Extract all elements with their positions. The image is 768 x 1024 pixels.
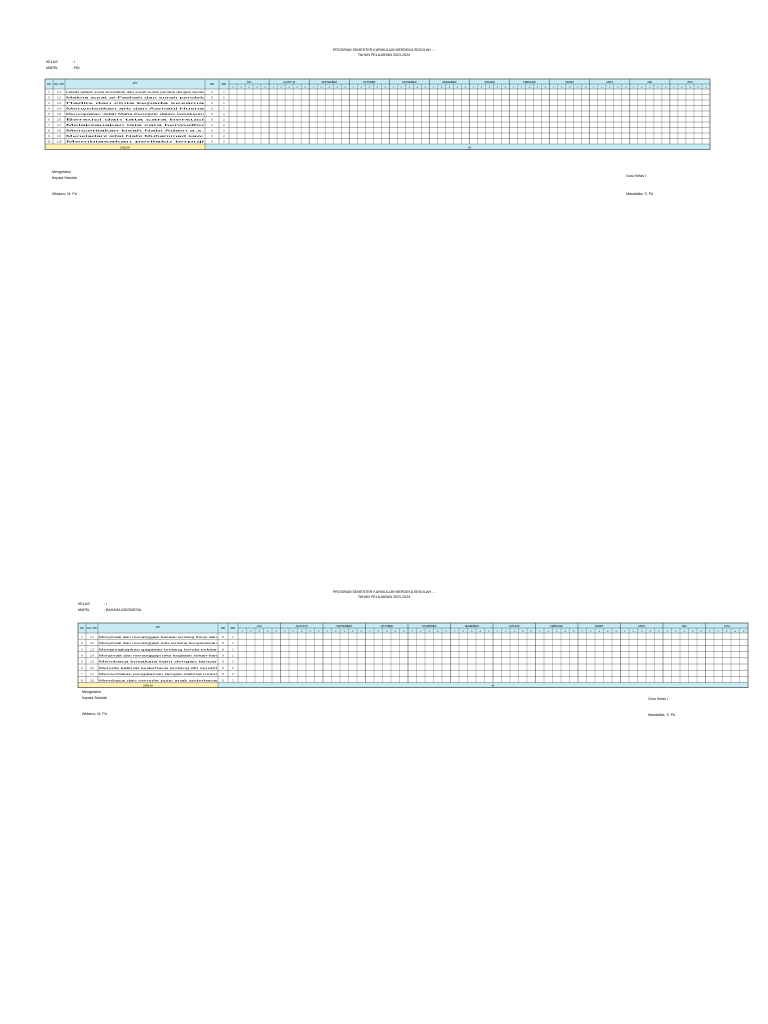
week-number: 2 [632,631,634,633]
week-number: 5 [488,631,490,633]
week-number: 1 [593,87,595,89]
week-number: 1 [581,631,583,633]
week-number: 5 [275,631,277,633]
week-number: 5 [318,631,320,633]
week-number: 5 [424,87,427,89]
mengetahui-label: Mengetahui [82,690,101,694]
week-number: 1 [539,631,541,633]
row-smt: 1 [223,96,225,100]
week-number: 1 [454,631,456,633]
week-number: 1 [633,87,635,89]
week-number: 3 [343,631,345,633]
row-atp-number: 1.3 [90,648,94,652]
week-number: 4 [607,631,609,633]
kelas-value: : I [72,60,75,64]
week-number: 3 [598,631,600,633]
row-jml: 6 [211,140,213,144]
row-atp-number: 1.5 [90,660,94,664]
week-number: 2 [520,87,523,89]
week-number: 3 [689,87,691,89]
kelas-value: : I [104,602,107,606]
week-number: 3 [641,631,643,633]
teacher-title: Guru Kelas I [626,174,646,178]
row-smt: 2 [232,666,234,670]
program-semester-sheet-pai [0,0,768,240]
mapel-label: MAPEL [46,66,59,70]
kelas-label: KELAS [78,602,90,606]
row-number: 6 [48,118,50,122]
week-number: 4 [309,631,311,633]
row-jml: 8 [222,666,224,670]
row-jml: 6 [211,129,213,133]
row-smt: 2 [223,124,225,128]
week-number: 1 [392,87,394,89]
row-atp-text: Hadits dan cinta kepada sesama [66,103,100,106]
row-smt: 2 [223,118,225,122]
week-number: 3 [258,631,260,633]
row-number: 2 [81,642,83,646]
week-number: 4 [522,631,524,633]
row-smt: 1 [232,642,234,646]
jumlah-label: JUMLAH [142,684,154,688]
month-header: JANUARI [508,624,520,628]
month-header: APRIL [638,624,646,628]
row-smt: 1 [223,102,225,106]
row-number: 4 [48,107,50,111]
principal-name: Widarno, M. Pd [52,192,77,196]
row-jml: 8 [222,660,224,664]
week-number: 5 [504,87,507,89]
month-header: DESEMBER [442,80,457,84]
row-atp-text: Menyebutkan arti dan Asmaul Husna [66,108,104,111]
week-number: 3 [569,87,571,89]
sheet-subtitle: TAHUN PELAJARAN 2023-2024 [357,53,411,57]
week-number: 3 [556,631,558,633]
month-header: DESEMBER [464,624,479,628]
week-number: 1 [673,87,675,89]
week-number: 4 [649,631,651,633]
row-jml: 8 [222,648,224,652]
week-number: 5 [464,87,467,89]
row-number: 3 [48,102,50,106]
row-atp-text: Menyimak dan menanggapi teks kegiatan sehari-hari [99,655,153,658]
month-header: APRIL [606,80,614,84]
week-number: 3 [248,87,250,89]
row-atp-number: 1.7 [90,673,94,677]
principal-name: Widarno, M. Pd [82,712,107,716]
week-number: 4 [376,87,378,89]
row-atp-text: Melaksanakan tata cara berwudhu [66,125,102,128]
row-atp-number: 1.2 [57,96,61,100]
row-number: 7 [48,124,50,128]
week-number: 1 [666,631,668,633]
row-atp-text: Membaca kosakata baru dengan lancar [99,661,140,664]
row-atp-text: Menunjukkan 'Allah Maha Pencipta' dalam kehidupan [66,114,121,117]
principal-title: Kepala Sekolah [82,696,108,700]
week-number: 1 [312,87,314,89]
row-atp-text: Menceritakan pengalaman dengan kalimat runtut [99,674,149,677]
month-header: AGUSTUS [283,80,296,84]
week-number: 1 [272,87,274,89]
row-atp-number: 1.5 [57,113,61,117]
month-header: MARET [565,80,575,84]
week-number: 4 [267,631,269,633]
week-number: 4 [564,631,566,633]
row-number: 5 [48,113,50,117]
week-number: 2 [641,87,643,89]
week-number: 2 [601,87,603,89]
month-header: JUNI [723,624,730,628]
week-number: 4 [496,87,499,89]
week-number: 3 [448,87,451,89]
week-number: 2 [480,87,483,89]
row-atp-text: Menyimak dan menanggapi teks tentang kenyamanan [99,643,155,646]
header-no-atp: NO. ATP [53,83,65,86]
sheet-title: PROGRAM SEMESTER KURIKULUM MERDEKA SEKOLAH ... [332,590,436,594]
row-smt: 2 [223,135,225,139]
week-number: 4 [336,87,338,89]
week-number: 5 [304,87,306,89]
week-number: 4 [416,87,419,89]
week-number: 2 [292,631,294,633]
week-number: 3 [649,87,651,89]
row-jml: 8 [222,654,224,658]
signature-block-principal [82,688,107,718]
week-number: 5 [530,631,532,633]
week-number: 1 [352,87,354,89]
jumlah-total: 54 [468,146,471,150]
week-number: 5 [585,87,587,89]
week-number: 2 [675,631,677,633]
week-number: 5 [384,87,386,89]
teacher-name: Mandalika, S. Pd [648,713,676,717]
row-smt: 2 [232,679,234,683]
week-number: 4 [296,87,298,89]
month-header: MARET [594,624,604,628]
month-header: FEBRUARI [523,80,536,84]
row-number: 7 [81,673,83,677]
week-number: 4 [692,631,694,633]
week-number: 4 [734,631,736,633]
week-number: 5 [545,87,547,89]
header-no: NO [47,83,51,86]
week-number: 3 [368,87,370,89]
week-number: 5 [445,631,447,633]
row-atp-number: 1.7 [57,124,61,128]
program-semester-sheet-bahasa-indonesia [0,585,768,735]
week-number: 1 [553,87,555,89]
row-atp-text: Membaca dan menulis puisi anak sederhana [99,680,145,683]
row-smt: 1 [223,91,225,95]
total-background [218,683,748,688]
week-number: 1 [709,631,711,633]
row-number: 6 [81,666,83,670]
week-number: 2 [505,631,507,633]
signature-block-principal [52,168,77,198]
week-number: 1 [411,631,413,633]
week-number: 3 [301,631,303,633]
week-number: 1 [326,631,328,633]
week-number: 2 [420,631,422,633]
row-jml: 8 [222,642,224,646]
jumlah-label: JUMLAH [119,146,131,150]
week-number: 4 [456,87,459,89]
week-number: 4 [537,87,539,89]
week-number: 3 [488,87,491,89]
header-jml: JML [220,627,226,630]
row-atp-number: 1.8 [90,679,94,683]
mapel-label: MAPEL [78,608,91,612]
week-number: 5 [665,87,667,89]
month-header: OKTOBER [363,80,376,84]
week-number: 2 [561,87,563,89]
week-number: 3 [609,87,611,89]
row-number: 3 [81,648,83,652]
mapel-value: : BAHASA INDONESIA [104,608,142,612]
row-jml: 8 [222,635,224,639]
row-smt: 1 [232,648,234,652]
row-jml: 6 [211,107,213,111]
week-number: 2 [250,631,252,633]
signature-block-teacher [626,172,653,198]
week-number: 2 [320,87,322,89]
row-smt: 1 [223,107,225,111]
month-header: MEI [647,80,653,84]
week-number: 1 [472,87,475,89]
header-jml: JML [209,83,215,86]
week-number: 3 [408,87,410,89]
month-header: SEPTEMBER [336,624,352,628]
month-header: NOVEMBER [422,624,437,628]
week-number: 3 [471,631,473,633]
month-header: MEI [682,624,687,628]
week-number: 4 [479,631,481,633]
sheet-title: PROGRAM SEMESTER KURIKULUM MERDEKA SEKOLAH ... [332,48,436,52]
week-number: 1 [432,87,435,89]
week-number: 1 [284,631,286,633]
row-atp-number: 1.4 [57,107,61,111]
week-number: 5 [573,631,575,633]
row-number: 2 [48,96,50,100]
week-number: 1 [241,631,243,633]
month-header: NOVEMBER [402,80,417,84]
header-no-atp: NO. ATP [86,627,98,630]
mengetahui-label: Mengetahui [52,170,71,174]
header-atp: ATP [155,626,161,629]
week-number: 4 [697,87,699,89]
week-number: 4 [617,87,619,89]
week-number: 1 [369,631,371,633]
row-atp-text: Bersuci dan tata cara bersuci [66,119,96,122]
row-smt: 1 [232,654,234,658]
week-number: 2 [681,87,683,89]
week-number: 5 [625,87,627,89]
row-smt: 1 [232,635,234,639]
week-number: 4 [394,631,396,633]
row-jml: 8 [222,679,224,683]
week-number: 3 [683,631,685,633]
week-number: 3 [328,87,330,89]
schedule-table [0,0,768,240]
week-number: 5 [700,631,702,633]
mapel-value: : PAI [72,66,80,70]
jumlah-total: 64 [491,684,495,688]
week-number: 2 [440,87,443,89]
month-header: OKTOBER [380,624,393,628]
week-number: 2 [335,631,337,633]
week-number: 2 [280,87,282,89]
row-jml: 6 [211,118,213,122]
row-number: 10 [47,140,51,144]
kelas-label: KELAS [46,60,58,64]
row-atp-number: 1.9 [57,135,61,139]
row-atp-number: 1.4 [90,654,94,658]
week-number: 5 [615,631,617,633]
week-number: 3 [726,631,728,633]
row-jml: 6 [211,124,213,128]
header-no: NO [80,627,84,630]
week-number: 3 [386,631,388,633]
row-atp-number: 1.2 [90,642,94,646]
week-number: 3 [529,87,531,89]
week-number: 5 [705,87,707,89]
week-number: 5 [403,631,405,633]
row-jml: 8 [211,96,213,100]
row-jml: 4 [211,102,213,106]
month-header: JANUARI [484,80,495,84]
row-atp-text: Meneladani sifat Nabi Muhammad saw. [66,136,107,139]
week-number: 1 [512,87,515,89]
row-smt: 2 [232,660,234,664]
month-header: JULI [256,624,262,628]
week-number: 4 [352,631,354,633]
row-smt: 1 [223,113,225,117]
row-atp-text: Menceritakan kisah Nabi Adam a.s. [66,130,103,133]
week-number: 5 [264,87,266,89]
week-number: 3 [428,631,430,633]
teacher-title: Guru Kelas I [648,697,668,701]
week-number: 3 [513,631,515,633]
week-number: 2 [360,87,362,89]
week-number: 2 [377,631,379,633]
row-number: 4 [81,654,83,658]
week-number: 2 [462,631,464,633]
row-number: 5 [81,660,83,664]
week-number: 2 [400,87,402,89]
total-background [205,144,710,150]
signature-block-teacher [648,695,675,719]
row-atp-number: 1.10 [56,140,62,144]
row-atp-number: 1.6 [57,118,61,122]
week-number: 2 [240,87,242,89]
week-number: 2 [547,631,549,633]
row-atp-number: 1.6 [90,666,94,670]
row-atp-text: Makna surat al-Fatihah dan surah pendek [66,97,109,100]
week-number: 4 [256,87,258,89]
week-number: 4 [577,87,579,89]
header-smt: SMT [221,83,227,86]
week-number: 4 [437,631,439,633]
row-atp-text: Menulis kalimat sederhana tentang diri sendiri [99,667,146,670]
principal-title: Kepala Sekolah [52,176,78,180]
row-number: 8 [48,129,50,133]
week-number: 2 [717,631,719,633]
row-jml: 8 [222,673,224,677]
row-smt: 2 [223,140,225,144]
week-number: 1 [496,631,498,633]
row-number: 9 [48,135,50,139]
week-number: 5 [658,631,660,633]
month-header: JULI [246,80,252,84]
header-atp: ATP [132,82,138,85]
row-atp-text: Membiasakan perilaku terpuji [66,141,96,144]
row-number: 1 [81,635,83,639]
row-atp-text: Menyimak dan menanggapi bacaan tentang bunyi dan [99,636,155,639]
month-header: SEPTEMBER [321,80,337,84]
row-smt: 2 [223,129,225,133]
week-number: 1 [624,631,626,633]
row-jml: 6 [211,91,213,95]
week-number: 4 [657,87,659,89]
row-number: 8 [81,679,83,683]
month-header: JUNI [687,80,693,84]
row-number: 1 [48,91,50,95]
week-number: 5 [344,87,346,89]
row-jml: 6 [211,135,213,139]
teacher-name: Mandalika, S. Pd [626,192,654,196]
week-number: 5 [743,631,745,633]
month-header: AGUSTUS [295,624,308,628]
sheet-subtitle: TAHUN PELAJARAN 2023-2024 [357,595,411,599]
week-number: 2 [590,631,592,633]
row-atp-number: 1.1 [90,635,94,639]
row-jml: 6 [211,113,213,117]
header-smt: SMT [230,627,236,630]
row-smt: 2 [232,673,234,677]
row-atp-text: Lafadz-lafadz surat al-Fatihah dan surah-surah pendek dengan benar [66,92,137,95]
row-atp-text: Mengungkapkan gagasan tentang benda sekitar [99,649,149,652]
row-atp-number: 1.3 [57,102,61,106]
week-number: 1 [232,87,234,89]
week-number: 3 [288,87,290,89]
row-atp-number: 1.1 [57,91,61,95]
row-atp-number: 1.8 [57,129,61,133]
week-number: 5 [360,631,362,633]
month-header: FEBRUARI [550,624,564,628]
